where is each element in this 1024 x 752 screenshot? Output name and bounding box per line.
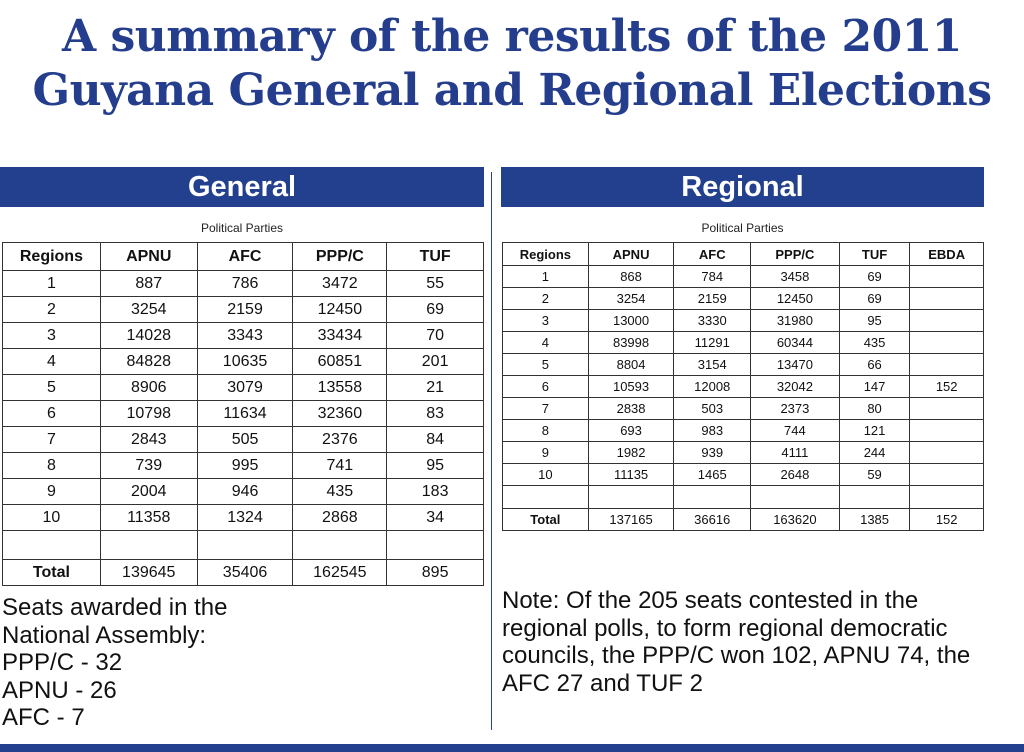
table-cell: 1465 — [674, 464, 751, 486]
header-cell: TUF — [839, 243, 910, 266]
table-cell: 183 — [387, 479, 484, 505]
table-cell: 2868 — [293, 505, 387, 531]
header-cell: PPP/C — [293, 243, 387, 271]
blank-cell — [100, 531, 197, 560]
table-cell: 9 — [3, 479, 101, 505]
total-cell: 162545 — [293, 560, 387, 586]
table-cell: 32360 — [293, 401, 387, 427]
table-cell: 983 — [674, 420, 751, 442]
title-line-1: A summary of the results of the 2011 — [62, 11, 962, 62]
total-cell: 152 — [910, 509, 984, 531]
table-cell: 8 — [503, 420, 589, 442]
table-cell: 59 — [839, 464, 910, 486]
table-cell: 4 — [3, 349, 101, 375]
table-cell — [910, 464, 984, 486]
blank-cell — [293, 531, 387, 560]
blank-cell — [588, 486, 674, 509]
table-cell: 744 — [751, 420, 840, 442]
table-cell: 12008 — [674, 376, 751, 398]
table-cell: 2843 — [100, 427, 197, 453]
header-cell: Regions — [503, 243, 589, 266]
table-cell: 2838 — [588, 398, 674, 420]
table-cell: 435 — [293, 479, 387, 505]
table-cell: 1982 — [588, 442, 674, 464]
table-cell: 1 — [3, 271, 101, 297]
table-cell: 939 — [674, 442, 751, 464]
table-cell — [910, 332, 984, 354]
total-cell: 36616 — [674, 509, 751, 531]
table-row — [503, 376, 984, 398]
table-cell: 2648 — [751, 464, 840, 486]
table-cell: 69 — [839, 266, 910, 288]
table-cell: 505 — [197, 427, 293, 453]
table-row — [503, 464, 984, 486]
table-cell: 6 — [3, 401, 101, 427]
total-cell: 35406 — [197, 560, 293, 586]
blank-cell — [3, 531, 101, 560]
total-cell: 137165 — [588, 509, 674, 531]
table-cell — [910, 354, 984, 376]
table-row — [3, 427, 484, 453]
table-cell: 5 — [503, 354, 589, 376]
table-cell: 2373 — [751, 398, 840, 420]
header-cell: APNU — [100, 243, 197, 271]
seats-awarded-note — [2, 594, 482, 732]
table-cell: 9 — [503, 442, 589, 464]
blank-cell — [910, 486, 984, 509]
table-cell: 10 — [503, 464, 589, 486]
table-cell: 121 — [839, 420, 910, 442]
table-cell: 201 — [387, 349, 484, 375]
general-banner: General — [0, 167, 484, 207]
table-cell: 887 — [100, 271, 197, 297]
table-cell: 3254 — [100, 297, 197, 323]
total-row — [3, 560, 484, 586]
table-row — [3, 323, 484, 349]
header-cell: PPP/C — [751, 243, 840, 266]
table-row — [503, 354, 984, 376]
table-cell: 34 — [387, 505, 484, 531]
total-cell: 163620 — [751, 509, 840, 531]
table-cell: 80 — [839, 398, 910, 420]
table-cell: 33434 — [293, 323, 387, 349]
table-header-row — [503, 243, 984, 266]
table-cell — [910, 420, 984, 442]
table-cell: 95 — [839, 310, 910, 332]
table-cell: 11634 — [197, 401, 293, 427]
table-cell: 868 — [588, 266, 674, 288]
table-row — [3, 271, 484, 297]
table-cell: 3 — [503, 310, 589, 332]
seats-line: Seats awarded in the — [2, 594, 228, 621]
table-cell: 11135 — [588, 464, 674, 486]
table-cell — [910, 266, 984, 288]
table-cell: 1 — [503, 266, 589, 288]
regional-seats-note: Note: Of the 205 seats contested in the regional polls, to form regional democratic councils, the PPP/C won 102, APNU 74, the AFC 27 and TUF 2 — [502, 587, 971, 697]
header-cell: APNU — [588, 243, 674, 266]
table-cell: 83998 — [588, 332, 674, 354]
title-line-2: Guyana General and Regional Elections — [32, 65, 992, 116]
table-cell: 3472 — [293, 271, 387, 297]
general-subheading: Political Parties — [200, 221, 284, 235]
blank-row — [3, 531, 484, 560]
table-cell: 739 — [100, 453, 197, 479]
table-cell: 7 — [503, 398, 589, 420]
table-cell: 2376 — [293, 427, 387, 453]
total-cell: 139645 — [100, 560, 197, 586]
table-cell — [910, 398, 984, 420]
blank-cell — [751, 486, 840, 509]
table-cell — [910, 310, 984, 332]
table-row — [3, 349, 484, 375]
table-cell: 3079 — [197, 375, 293, 401]
table-cell: 10 — [3, 505, 101, 531]
table-cell: 5 — [3, 375, 101, 401]
regional-results-table — [502, 242, 984, 531]
table-cell: 784 — [674, 266, 751, 288]
total-cell: 895 — [387, 560, 484, 586]
table-cell: 69 — [387, 297, 484, 323]
page-title — [0, 10, 1024, 118]
table-cell: 3458 — [751, 266, 840, 288]
table-cell: 66 — [839, 354, 910, 376]
table-cell: 11358 — [100, 505, 197, 531]
table-cell: 10593 — [588, 376, 674, 398]
table-cell: 11291 — [674, 332, 751, 354]
table-row — [503, 266, 984, 288]
table-row — [3, 479, 484, 505]
seats-line: National Assembly: — [2, 621, 207, 649]
column-divider — [491, 172, 492, 730]
table-cell: 2004 — [100, 479, 197, 505]
table-cell: 55 — [387, 271, 484, 297]
table-cell: 60851 — [293, 349, 387, 375]
total-label: Total — [503, 509, 589, 531]
header-cell: TUF — [387, 243, 484, 271]
table-cell: 13470 — [751, 354, 840, 376]
table-cell: 13000 — [588, 310, 674, 332]
general-results-table — [2, 242, 484, 586]
table-cell: 3330 — [674, 310, 751, 332]
table-cell: 12450 — [751, 288, 840, 310]
table-cell: 3254 — [588, 288, 674, 310]
table-cell: 147 — [839, 376, 910, 398]
table-row — [503, 332, 984, 354]
table-cell: 1324 — [197, 505, 293, 531]
table-cell: 32042 — [751, 376, 840, 398]
table-cell: 152 — [910, 376, 984, 398]
table-row — [3, 453, 484, 479]
seats-line: PPP/C - 32 — [2, 649, 123, 676]
seats-line: APNU - 26 — [2, 676, 117, 704]
header-cell: AFC — [674, 243, 751, 266]
table-row — [503, 310, 984, 332]
table-cell — [910, 442, 984, 464]
regional-subheading: Political Parties — [701, 221, 784, 235]
table-row — [503, 442, 984, 464]
total-row — [503, 509, 984, 531]
table-cell: 70 — [387, 323, 484, 349]
table-row — [3, 297, 484, 323]
table-cell: 84828 — [100, 349, 197, 375]
table-cell: 95 — [387, 453, 484, 479]
table-row — [3, 375, 484, 401]
table-cell: 503 — [674, 398, 751, 420]
table-cell: 84 — [387, 427, 484, 453]
table-cell: 3343 — [197, 323, 293, 349]
table-cell: 786 — [197, 271, 293, 297]
table-cell: 83 — [387, 401, 484, 427]
table-cell: 3 — [3, 323, 101, 349]
table-cell: 946 — [197, 479, 293, 505]
blank-cell — [387, 531, 484, 560]
header-cell: Regions — [3, 243, 101, 271]
table-row — [503, 420, 984, 442]
table-cell: 3154 — [674, 354, 751, 376]
table-cell: 60344 — [751, 332, 840, 354]
table-row — [3, 401, 484, 427]
table-cell: 435 — [839, 332, 910, 354]
table-row — [503, 398, 984, 420]
blank-row — [503, 486, 984, 509]
table-cell: 69 — [839, 288, 910, 310]
table-header-row — [3, 243, 484, 271]
table-cell: 12450 — [293, 297, 387, 323]
blank-cell — [839, 486, 910, 509]
table-cell: 21 — [387, 375, 484, 401]
table-cell: 2 — [503, 288, 589, 310]
blank-cell — [197, 531, 293, 560]
blank-cell — [674, 486, 751, 509]
table-cell: 6 — [503, 376, 589, 398]
table-cell: 995 — [197, 453, 293, 479]
total-cell: 1385 — [839, 509, 910, 531]
bottom-bar — [0, 744, 1024, 752]
table-cell: 244 — [839, 442, 910, 464]
table-cell: 741 — [293, 453, 387, 479]
table-cell: 4111 — [751, 442, 840, 464]
table-cell: 13558 — [293, 375, 387, 401]
table-cell: 4 — [503, 332, 589, 354]
table-cell: 10635 — [197, 349, 293, 375]
header-cell: AFC — [197, 243, 293, 271]
blank-cell — [503, 486, 589, 509]
table-row — [3, 505, 484, 531]
header-cell: EBDA — [910, 243, 984, 266]
table-cell: 10798 — [100, 401, 197, 427]
table-cell: 8 — [3, 453, 101, 479]
table-cell: 2159 — [674, 288, 751, 310]
table-cell: 2159 — [197, 297, 293, 323]
table-cell: 8804 — [588, 354, 674, 376]
table-cell: 2 — [3, 297, 101, 323]
table-cell: 31980 — [751, 310, 840, 332]
table-cell: 14028 — [100, 323, 197, 349]
table-cell: 7 — [3, 427, 101, 453]
table-row — [503, 288, 984, 310]
table-cell: 693 — [588, 420, 674, 442]
table-cell: 8906 — [100, 375, 197, 401]
seats-line: AFC - 7 — [2, 704, 85, 731]
regional-banner: Regional — [501, 167, 984, 207]
total-label: Total — [3, 560, 101, 586]
table-cell — [910, 288, 984, 310]
